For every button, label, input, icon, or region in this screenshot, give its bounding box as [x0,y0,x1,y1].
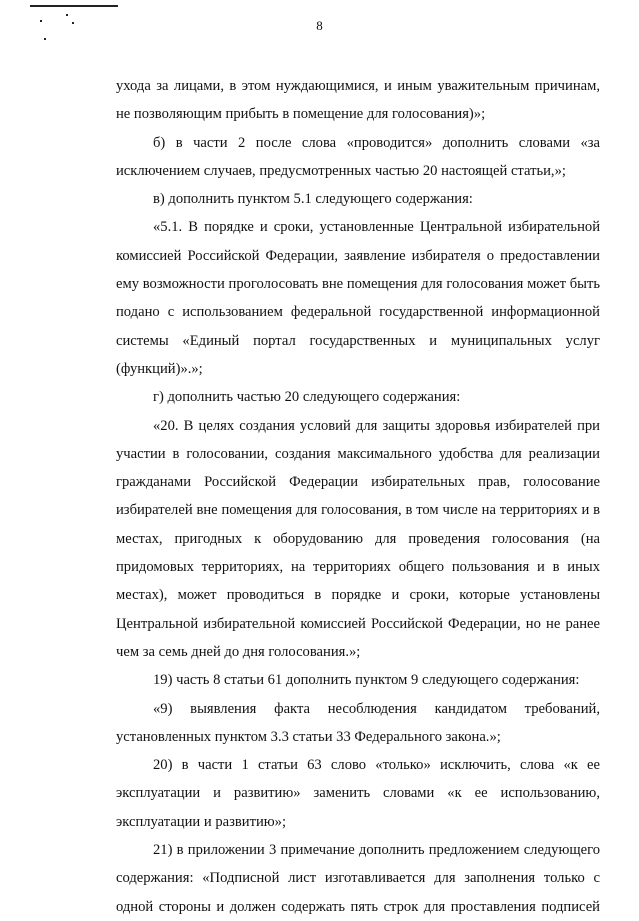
scan-dot [44,38,46,40]
paragraph-g: г) дополнить частью 20 следующего содержания: [153,389,461,406]
paragraph-continuation: ухода за лицами, в этом нуждающимися, и иным уважительным причинам, не позволяющим прибыть в помещение для голосования)»; [116,78,600,123]
paragraph-item-9: «9) выявления факта несоблюдения кандидатом требований, установленных пунктом 3.3 статьи 33 Федерального закона.»; [116,700,600,745]
scan-line [30,5,118,7]
paragraph-20: «20. В целях создания условий для защиты здоровья избирателей при участии в голосовании, создания максимального удобства для реализации гражданами Российской Федерации избирательных прав, голосование избирателей вне помещения для голосования, в том числе на территориях и в местах, пригодных к оборудованию для проведения голосования (на придомовых территориях, на территориях общего пользования и в иных местах), может проводиться в порядке и сроки, которые установлены Центральной избирательной комиссией Российской Федерации, но не ранее чем за семь дней до дня голосования.»; [116,417,600,660]
document-body [116,72,600,921]
paragraph-v: в) дополнить пунктом 5.1 следующего содержания: [153,191,473,208]
page-number: 8 [316,18,323,33]
paragraph-item-19: 19) часть 8 статьи 61 дополнить пунктом 9 следующего содержания: [153,672,580,689]
paragraph-item-20: 20) в части 1 статьи 63 слово «только» исключить, слова «к ее эксплуатации и развитию» заменить словами «к ее использованию, эксплуатации и развитию»; [116,757,600,830]
paragraph-b: б) в части 2 после слова «проводится» дополнить словами «за исключением случаев, предусмотренных частью 20 настоящей статьи,»; [116,134,600,179]
scan-dot [66,14,68,16]
paragraph-item-21: 21) в приложении 3 примечание дополнить предложением следующего содержания: «Подписной лист изготавливается для заполнения только с одной стороны и должен содержать пять строк для проставления подписей [116,842,600,915]
paragraph-5-1: «5.1. В порядке и сроки, установленные Центральной избирательной комиссией Российской Федерации, заявление избирателя о предоставлении ему возможности проголосовать вне помещения для голосования может быть подано с использованием федеральной государственной информационной системы «Единый портал государственных и муниципальных услуг (функций)».»; [116,219,600,377]
